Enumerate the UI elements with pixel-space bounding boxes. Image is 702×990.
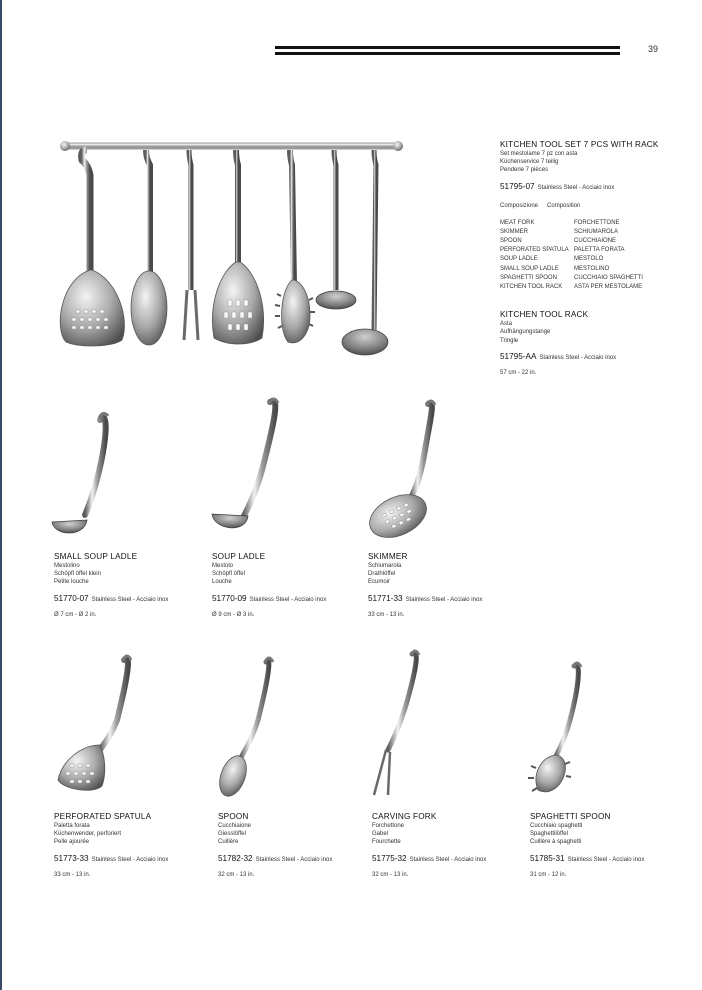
product-dimension: 32 cm - 13 in. bbox=[218, 871, 255, 878]
product-material: Stainless Steel - Acciaio inox bbox=[255, 856, 333, 863]
product-line: Forchettone bbox=[372, 823, 405, 829]
product-spoon bbox=[218, 812, 368, 878]
product-code: 51771-33 bbox=[368, 593, 403, 603]
product-material: Stainless Steel - Acciaio inox bbox=[249, 596, 327, 603]
product-title: SMALL SOUP LADLE bbox=[54, 552, 138, 561]
product-line: Mestolo bbox=[212, 563, 234, 569]
composition-it: MESTOLO bbox=[574, 256, 604, 263]
product-code-line bbox=[54, 594, 204, 603]
spaghetti-spoon-photo bbox=[528, 663, 581, 792]
product-dimension: Ø 9 cm - Ø 3 in. bbox=[212, 611, 255, 618]
set-line: Küchenservice 7 teilig bbox=[500, 159, 559, 166]
soup-ladle-photo bbox=[212, 399, 278, 528]
composition-it: CUCCHIAIO SPAGHETTI bbox=[574, 274, 643, 281]
set-code: 51795-07 bbox=[500, 181, 535, 191]
product-carving-fork bbox=[372, 812, 522, 878]
rack-spoon bbox=[131, 150, 167, 345]
skimmer-photo bbox=[363, 401, 435, 546]
product-code-line bbox=[368, 594, 518, 603]
rack-perforated-spatula bbox=[60, 150, 124, 346]
rack-set-photo bbox=[60, 141, 403, 355]
composition-row bbox=[500, 246, 695, 255]
product-code: 51770-09 bbox=[212, 593, 247, 603]
rack-small-ladle bbox=[316, 150, 356, 309]
product-small-soup-ladle bbox=[54, 552, 204, 618]
composition-en: SKIMMER bbox=[500, 228, 529, 235]
composition-it: ASTA PER MESTOLAME bbox=[574, 284, 643, 291]
product-dimension: 33 cm - 13 in. bbox=[368, 611, 405, 618]
product-title: PERFORATED SPATULA bbox=[54, 812, 152, 821]
rack-code-line bbox=[500, 352, 695, 361]
set-line: Penderie 7 pièces bbox=[500, 167, 549, 174]
rack-code: 51795-AA bbox=[500, 351, 537, 361]
composition-row bbox=[500, 283, 695, 292]
product-code: 51782-32 bbox=[218, 853, 253, 863]
page-number: 39 bbox=[648, 44, 659, 54]
rack-bar bbox=[60, 141, 403, 151]
composition-it: MESTOLINO bbox=[574, 265, 610, 272]
rack-line: Tringle bbox=[500, 337, 519, 344]
composition-row bbox=[500, 237, 695, 246]
composition-en: SPOON bbox=[500, 238, 522, 245]
product-skimmer bbox=[368, 552, 518, 618]
product-line: Gabel bbox=[372, 831, 389, 838]
product-code: 51773-33 bbox=[54, 853, 89, 863]
product-title: SKIMMER bbox=[368, 552, 408, 561]
product-dimension: 32 cm - 13 in. bbox=[372, 871, 409, 878]
composition-label-en: Composition bbox=[547, 202, 581, 209]
product-line: Louche bbox=[212, 579, 232, 586]
product-soup-ladle bbox=[212, 552, 362, 618]
set-title: KITCHEN TOOL SET 7 PCS WITH RACK bbox=[500, 140, 659, 149]
product-line: Schöpfl öffel bbox=[212, 571, 245, 578]
rack-line: Aufhängungstange bbox=[500, 329, 551, 336]
rack-dimension: 57 cm - 22 in. bbox=[500, 369, 537, 376]
product-spaghetti-spoon bbox=[530, 812, 695, 878]
product-title: CARVING FORK bbox=[372, 812, 437, 821]
composition-label-it: Composizione bbox=[500, 202, 539, 209]
product-code: 51785-31 bbox=[530, 853, 565, 863]
set-material: Stainless Steel - Acciaio inox bbox=[537, 184, 615, 191]
rack-soup-ladle bbox=[342, 150, 388, 355]
product-line: Cuillère bbox=[218, 839, 239, 846]
composition-en: SPAGHETTI SPOON bbox=[500, 274, 557, 281]
composition-row bbox=[500, 274, 695, 283]
composition-row bbox=[500, 265, 695, 274]
product-line: Pelle ajourée bbox=[54, 839, 90, 846]
product-line: Petite louche bbox=[54, 579, 89, 586]
product-code-line bbox=[54, 854, 214, 863]
composition-en: SOUP LADLE bbox=[500, 256, 538, 263]
product-line: Cucchiaio spaghetti bbox=[530, 823, 583, 829]
small-soup-ladle-photo bbox=[52, 413, 108, 533]
composition-it: FORCHETTONE bbox=[574, 219, 620, 226]
composition-row bbox=[500, 255, 695, 264]
set-line: Set mestolame 7 pz con asta bbox=[500, 151, 578, 157]
rack-fork bbox=[184, 150, 198, 340]
product-material: Stainless Steel - Acciaio inox bbox=[91, 856, 169, 863]
composition-en: SMALL SOUP LADLE bbox=[500, 265, 559, 272]
composition-it: PALETTA FORATA bbox=[574, 247, 625, 254]
product-material: Stainless Steel - Acciaio inox bbox=[405, 596, 483, 603]
rack-line: Asta bbox=[500, 321, 513, 328]
product-line: Schöpfl öffel klein bbox=[54, 571, 101, 578]
set-info bbox=[500, 140, 695, 376]
composition-heading bbox=[500, 203, 695, 209]
rack-title: KITCHEN TOOL RACK bbox=[500, 310, 589, 320]
product-line: Küchenwender, perforiert bbox=[54, 831, 122, 838]
perforated-spatula-photo bbox=[58, 656, 131, 790]
product-line: Paletta forata bbox=[54, 823, 90, 829]
product-code: 51775-32 bbox=[372, 853, 407, 863]
product-line: Cucchiaione bbox=[218, 823, 252, 829]
product-line: Spaghettilöffel bbox=[530, 831, 568, 838]
composition-row bbox=[500, 219, 695, 228]
composition-en: PERFORATED SPATULA bbox=[500, 247, 569, 254]
product-perforated-spatula bbox=[54, 812, 214, 878]
product-code-line bbox=[212, 594, 362, 603]
product-dimension: 33 cm - 13 in. bbox=[54, 871, 91, 878]
rack-material: Stainless Steel - Acciaio inox bbox=[539, 354, 617, 361]
product-code-line bbox=[530, 854, 695, 863]
rack-spaghetti-spoon bbox=[275, 150, 315, 343]
product-dimension: 31 cm - 12 in. bbox=[530, 871, 567, 878]
spoon-photo bbox=[215, 658, 273, 800]
product-material: Stainless Steel - Acciaio inox bbox=[409, 856, 487, 863]
product-code-line bbox=[372, 854, 522, 863]
product-line: Cuillère à spaghetti bbox=[530, 839, 582, 846]
product-line: Drathlöffel bbox=[368, 571, 396, 578]
product-line: Ecumoir bbox=[368, 579, 391, 586]
set-code-line bbox=[500, 182, 695, 191]
product-code: 51770-07 bbox=[54, 593, 89, 603]
product-code-line bbox=[218, 854, 368, 863]
carving-fork-photo bbox=[374, 651, 419, 795]
product-dimension: Ø 7 cm - Ø 2 in. bbox=[54, 611, 97, 618]
composition-en: KITCHEN TOOL RACK bbox=[500, 284, 563, 291]
composition-it: SCHIUMAROLA bbox=[574, 228, 619, 235]
product-title: SPAGHETTI SPOON bbox=[530, 812, 611, 821]
composition-en: MEAT FORK bbox=[500, 219, 535, 226]
composition-list bbox=[500, 219, 695, 293]
product-title: SOUP LADLE bbox=[212, 552, 266, 561]
product-line: Giesslöffel bbox=[218, 831, 246, 838]
product-line: Fourchette bbox=[372, 839, 401, 846]
product-material: Stainless Steel - Acciaio inox bbox=[91, 596, 169, 603]
product-line: Mestolino bbox=[54, 563, 80, 569]
product-material: Stainless Steel - Acciaio inox bbox=[567, 856, 645, 863]
rack-skimmer bbox=[212, 150, 263, 344]
product-title: SPOON bbox=[218, 812, 249, 821]
composition-it: CUCCHIAIONE bbox=[574, 238, 617, 245]
product-line: Schiumarola bbox=[368, 563, 402, 569]
composition-row bbox=[500, 228, 695, 237]
